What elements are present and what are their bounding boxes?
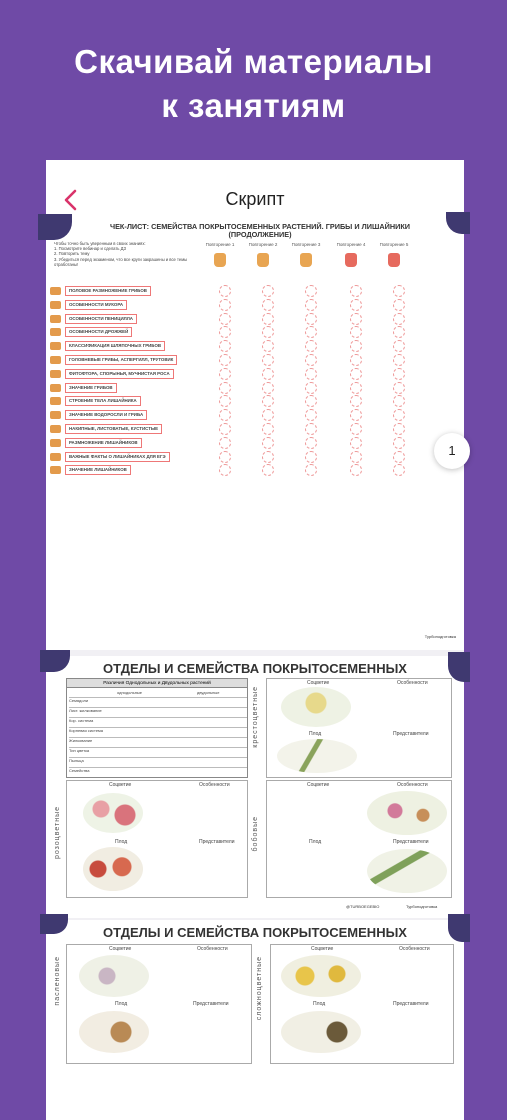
topic-label: НАКИПНЫЕ, ЛИСТОВАТЫЕ, КУСТИСТЫЕ [65, 424, 162, 434]
caption: Особенности [197, 946, 228, 952]
instruction-line: Чтобы точно быть уверенным в своих знаниях: [54, 241, 146, 246]
progress-circle[interactable] [219, 382, 231, 394]
pea-illustration [367, 791, 447, 835]
caption: Представители [193, 1001, 229, 1007]
progress-circle[interactable] [305, 313, 317, 325]
progress-circle[interactable] [262, 464, 274, 476]
progress-circle[interactable] [219, 285, 231, 297]
topic-label: ПОЛОВОЕ РАЗМНОЖЕНИЕ ГРИБОВ [65, 286, 151, 296]
caption: Соцветие [307, 680, 330, 686]
topic-label: ЗНАЧЕНИЕ ГРИБОВ [65, 383, 117, 393]
progress-circle[interactable] [350, 409, 362, 421]
progress-circle[interactable] [262, 368, 274, 380]
progress-circle[interactable] [350, 382, 362, 394]
family-label: сложноцветные [256, 956, 263, 1021]
family-label: бобовые [252, 816, 259, 852]
document-viewer[interactable] [46, 220, 464, 1021]
progress-circle[interactable] [305, 437, 317, 449]
progress-circle[interactable] [393, 423, 405, 435]
table-header: Различия Однодольных и Двудольных растений [67, 679, 247, 688]
family-panel [66, 780, 248, 898]
page-indicator[interactable]: 1 [434, 433, 470, 469]
repeat-header: Повторение 3 [291, 242, 321, 247]
folder-icon [50, 425, 61, 433]
topic-label: СТРОЕНИЕ ТЕЛА ЛИШАЙНИКА [65, 396, 141, 406]
fruit-illustration [83, 847, 143, 891]
folder-icon [50, 453, 61, 461]
topic-label: ОСОБЕННОСТИ МУКОРА [65, 300, 127, 310]
folder-icon [50, 315, 61, 323]
folder-icon [50, 411, 61, 419]
family-label: крестоцветные [252, 686, 259, 748]
topic-label: ОСОБЕННОСТИ ДРОЖЖЕЙ [65, 327, 132, 337]
folder-icon [50, 287, 61, 295]
topic-label: ЗНАЧЕНИЕ ЛИШАЙНИКОВ [65, 465, 131, 475]
bag-icon [345, 253, 357, 267]
family-label: пасленовые [54, 956, 61, 1006]
progress-circle[interactable] [350, 368, 362, 380]
progress-circle[interactable] [219, 340, 231, 352]
progress-circle[interactable] [262, 326, 274, 338]
progress-circle[interactable] [393, 299, 405, 311]
bag-icon [300, 253, 312, 267]
checklist-title: ЧЕК-ЛИСТ: СЕМЕЙСТВА ПОКРЫТОСЕМЕННЫХ РАСТЕНИЙ. ГРИБЫ И ЛИШАЙНИКИ (ПРОДОЛЖЕНИЕ) [109, 222, 411, 239]
caption: Соцветие [109, 946, 132, 952]
progress-circle[interactable] [393, 354, 405, 366]
repeat-header: Повторение 2 [248, 242, 278, 247]
table-row: Лист. жилкование [69, 707, 247, 713]
caption: Представители [393, 731, 429, 737]
progress-circle[interactable] [305, 326, 317, 338]
progress-circle[interactable] [262, 409, 274, 421]
progress-circle[interactable] [393, 451, 405, 463]
checklist-instructions [54, 241, 199, 267]
progress-circle[interactable] [305, 464, 317, 476]
table-col: двудольные [197, 690, 220, 695]
progress-circle[interactable] [305, 395, 317, 407]
repeat-header: Повторение 4 [336, 242, 366, 247]
caption: Представители [393, 1001, 429, 1007]
comparison-table [66, 678, 248, 778]
pod-illustration [367, 849, 447, 893]
topic-label: ЗНАЧЕНИЕ ВОДОРОСЛИ И ГРИБА [65, 410, 147, 420]
bag-icon [214, 253, 226, 267]
promo-line-2: к занятиям [161, 87, 346, 124]
repeat-header: Повторение 1 [205, 242, 235, 247]
progress-circle[interactable] [350, 299, 362, 311]
caption: Плод [309, 731, 322, 737]
table-row: Пыльца [69, 757, 247, 763]
progress-circle[interactable] [393, 395, 405, 407]
folder-icon [50, 301, 61, 309]
caption: Плод [115, 839, 128, 845]
progress-circle[interactable] [350, 464, 362, 476]
progress-circle[interactable] [305, 354, 317, 366]
progress-circle[interactable] [350, 285, 362, 297]
table-row: Кор. система [69, 717, 247, 723]
progress-circle[interactable] [219, 409, 231, 421]
progress-circle[interactable] [350, 354, 362, 366]
progress-circle[interactable] [393, 285, 405, 297]
progress-circle[interactable] [393, 368, 405, 380]
folder-icon [50, 384, 61, 392]
family-panel [270, 944, 454, 1064]
repeat-header: Повторение 5 [379, 242, 409, 247]
family-panel [266, 678, 452, 778]
progress-circle[interactable] [262, 285, 274, 297]
progress-circle[interactable] [350, 395, 362, 407]
progress-circle[interactable] [393, 326, 405, 338]
progress-circle[interactable] [219, 464, 231, 476]
daisy-illustration [281, 955, 361, 997]
caption: Особенности [397, 782, 428, 788]
progress-circle[interactable] [219, 437, 231, 449]
families-page-2 [46, 920, 464, 1120]
caption: Плод [313, 1001, 326, 1007]
topic-label: ФИТОФТОРА, СПОРЫНЬЯ, МУЧНИСТАЯ РОСА [65, 369, 174, 379]
page-title: ОТДЕЛЫ И СЕМЕЙСТВА ПОКРЫТОСЕМЕННЫХ [103, 925, 407, 940]
family-panel [266, 780, 452, 898]
phone-frame [46, 160, 464, 1021]
progress-circle[interactable] [219, 395, 231, 407]
family-panel [66, 944, 252, 1064]
caption: Плод [309, 839, 322, 845]
progress-circle[interactable] [262, 382, 274, 394]
table-col: однодольные [117, 690, 143, 695]
table-row: Семейства [69, 767, 247, 773]
folder-icon [50, 397, 61, 405]
topic-label: РАЗМНОЖЕНИЕ ЛИШАЙНИКОВ [65, 438, 142, 448]
progress-circle[interactable] [219, 299, 231, 311]
progress-circle[interactable] [350, 326, 362, 338]
folder-icon [50, 328, 61, 336]
pod-illustration [277, 739, 357, 773]
progress-circle[interactable] [393, 409, 405, 421]
bag-icon [257, 253, 269, 267]
progress-circle[interactable] [305, 299, 317, 311]
progress-circle[interactable] [350, 313, 362, 325]
progress-circle[interactable] [350, 340, 362, 352]
progress-circle[interactable] [305, 409, 317, 421]
progress-circle[interactable] [393, 437, 405, 449]
topic-label: ВАЖНЫЕ ФАКТЫ О ЛИШАЙНИКАХ ДЛЯ ЕГЭ [65, 452, 170, 462]
progress-circle[interactable] [262, 313, 274, 325]
brand-label: Турбоподготовка [406, 904, 438, 909]
sunflower-illustration [281, 1011, 361, 1053]
caption: Особенности [399, 946, 430, 952]
progress-circle[interactable] [219, 368, 231, 380]
folder-icon [50, 466, 61, 474]
caption: Представители [393, 839, 429, 845]
progress-circle[interactable] [350, 423, 362, 435]
folder-icon [50, 356, 61, 364]
progress-circle[interactable] [305, 451, 317, 463]
progress-circle[interactable] [305, 340, 317, 352]
progress-circle[interactable] [350, 451, 362, 463]
caption: Особенности [199, 782, 230, 788]
progress-circle[interactable] [262, 354, 274, 366]
progress-circle[interactable] [393, 313, 405, 325]
progress-circle[interactable] [350, 437, 362, 449]
topic-label: КЛАССИФИКАЦИЯ ШЛЯПОЧНЫХ ГРИБОВ [65, 341, 165, 351]
caption: Соцветие [307, 782, 330, 788]
caption: Особенности [397, 680, 428, 686]
instruction-line: 1. Посмотрите вебинар и сделать ДЗ [54, 246, 127, 252]
progress-circle[interactable] [219, 354, 231, 366]
progress-circle[interactable] [262, 395, 274, 407]
brand-label: Турбоподготовка [424, 634, 456, 639]
brand-label: @TURBOEGEBIO [346, 904, 380, 909]
table-row: Корневая система [69, 727, 247, 733]
progress-circle[interactable] [393, 382, 405, 394]
nav-title: Скрипт [225, 189, 285, 209]
instruction-line: 2. Повторить тему [54, 251, 90, 257]
progress-circle[interactable] [393, 464, 405, 476]
progress-circle[interactable] [219, 326, 231, 338]
progress-circle[interactable] [219, 423, 231, 435]
progress-circle[interactable] [305, 368, 317, 380]
topic-label: ГОЛОВНЕВЫЕ ГРИБЫ, АСПЕРГИЛЛ, ТРУТОВИК [65, 355, 177, 365]
progress-circle[interactable] [262, 451, 274, 463]
topic-label: ОСОБЕННОСТИ ПЕНИЦИЛЛА [65, 314, 137, 324]
plant-illustration [281, 687, 351, 727]
progress-circle[interactable] [219, 313, 231, 325]
table-row: Жилкование [69, 737, 247, 743]
table-row: Семядоли [69, 697, 247, 703]
progress-circle[interactable] [393, 340, 405, 352]
bag-icon [388, 253, 400, 267]
caption: Плод [115, 1001, 128, 1007]
progress-circle[interactable] [305, 285, 317, 297]
checklist-page [46, 220, 464, 650]
table-row: Тип цветка [69, 747, 247, 753]
progress-circle[interactable] [262, 423, 274, 435]
progress-circle[interactable] [219, 451, 231, 463]
folder-icon [50, 370, 61, 378]
promo-line-1: Скачивай материалы [74, 43, 433, 80]
folder-icon [50, 439, 61, 447]
progress-circle[interactable] [305, 423, 317, 435]
rose-illustration [83, 793, 143, 833]
family-label: розоцветные [54, 806, 61, 860]
progress-circle[interactable] [305, 382, 317, 394]
caption: Представители [199, 839, 235, 845]
caption: Соцветие [311, 946, 334, 952]
folder-icon [50, 342, 61, 350]
progress-circle[interactable] [262, 437, 274, 449]
progress-circle[interactable] [262, 340, 274, 352]
families-page [46, 656, 464, 918]
potato-illustration [79, 1011, 149, 1053]
progress-circle[interactable] [262, 299, 274, 311]
caption: Соцветие [109, 782, 132, 788]
page-title: ОТДЕЛЫ И СЕМЕЙСТВА ПОКРЫТОСЕМЕННЫХ [103, 661, 407, 676]
nightshade-illustration [79, 955, 149, 997]
corner-decoration [38, 214, 72, 240]
instruction-line: 3. Убедиться перед экзаменом, что все круги закрашены и все темы отработаны! [54, 256, 188, 267]
promo-headline [0, 40, 507, 128]
corner-decoration [446, 212, 470, 234]
